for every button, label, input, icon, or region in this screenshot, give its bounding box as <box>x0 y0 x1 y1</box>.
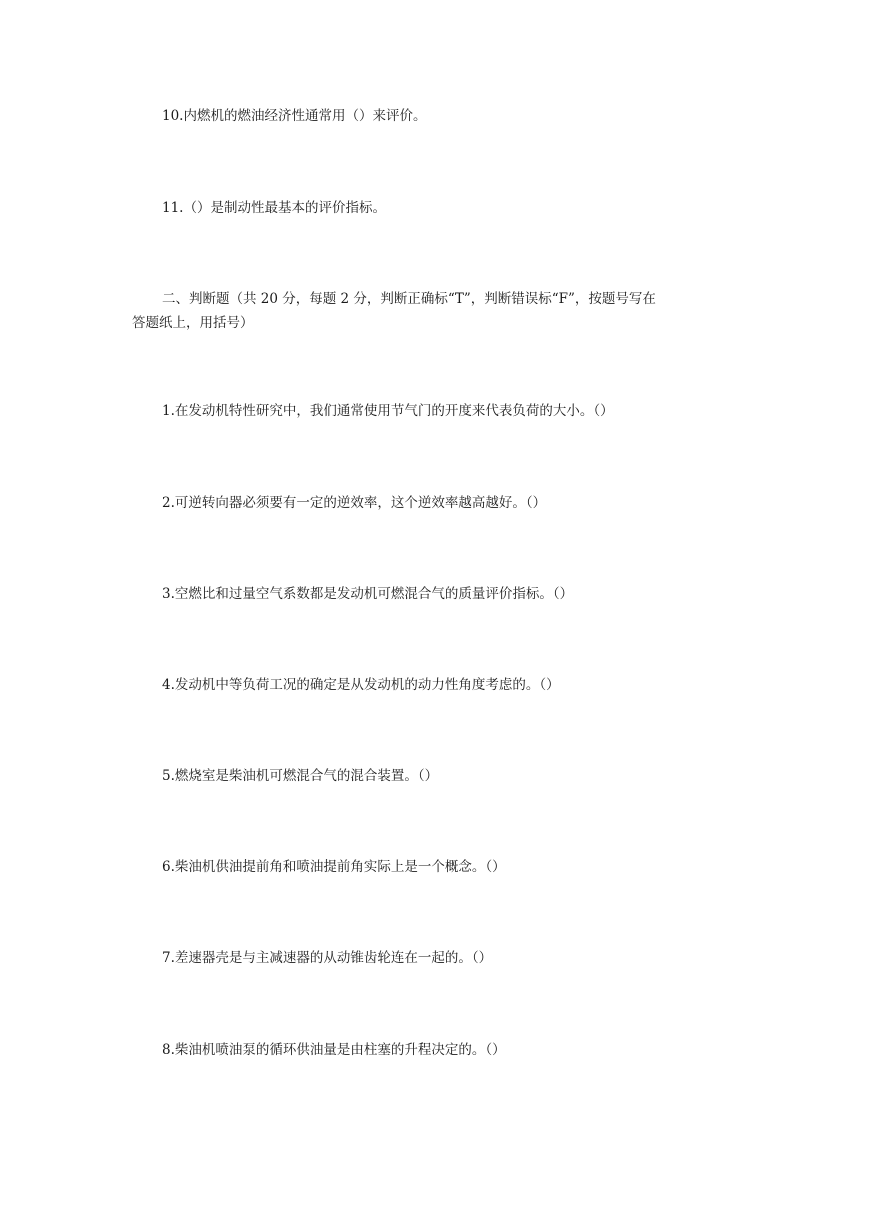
section-heading-continued: 答题纸上，用括号） <box>132 315 254 331</box>
question-11: 11.（）是制动性最基本的评价指标。 <box>162 200 386 216</box>
judgement-question-7: 7.差速器壳是与主减速器的从动锥齿轮连在一起的。（） <box>162 950 493 966</box>
judgement-question-4: 4.发动机中等负荷工况的确定是从发动机的动力性角度考虑的。（） <box>162 677 560 693</box>
judgement-question-2: 2.可逆转向器必须要有一定的逆效率，这个逆效率越高越好。（） <box>162 495 547 511</box>
judgement-question-1: 1.在发动机特性研究中，我们通常使用节气门的开度来代表负荷的大小。（） <box>162 403 614 419</box>
judgement-question-8: 8.柴油机喷油泵的循环供油量是由柱塞的升程决定的。（） <box>162 1042 506 1058</box>
judgement-question-3: 3.空燃比和过量空气系数都是发动机可燃混合气的质量评价指标。（） <box>162 586 574 602</box>
question-10: 10.内燃机的燃油经济性通常用（）来评价。 <box>162 108 427 124</box>
judgement-question-5: 5.燃烧室是柴油机可燃混合气的混合装置。（） <box>162 768 439 784</box>
section-heading: 二、判断题（共 20 分，每题 2 分，判断正确标“T”，判断错误标“F”，按题号写在 <box>162 291 656 307</box>
judgement-question-6: 6.柴油机供油提前角和喷油提前角实际上是一个概念。（） <box>162 859 506 875</box>
